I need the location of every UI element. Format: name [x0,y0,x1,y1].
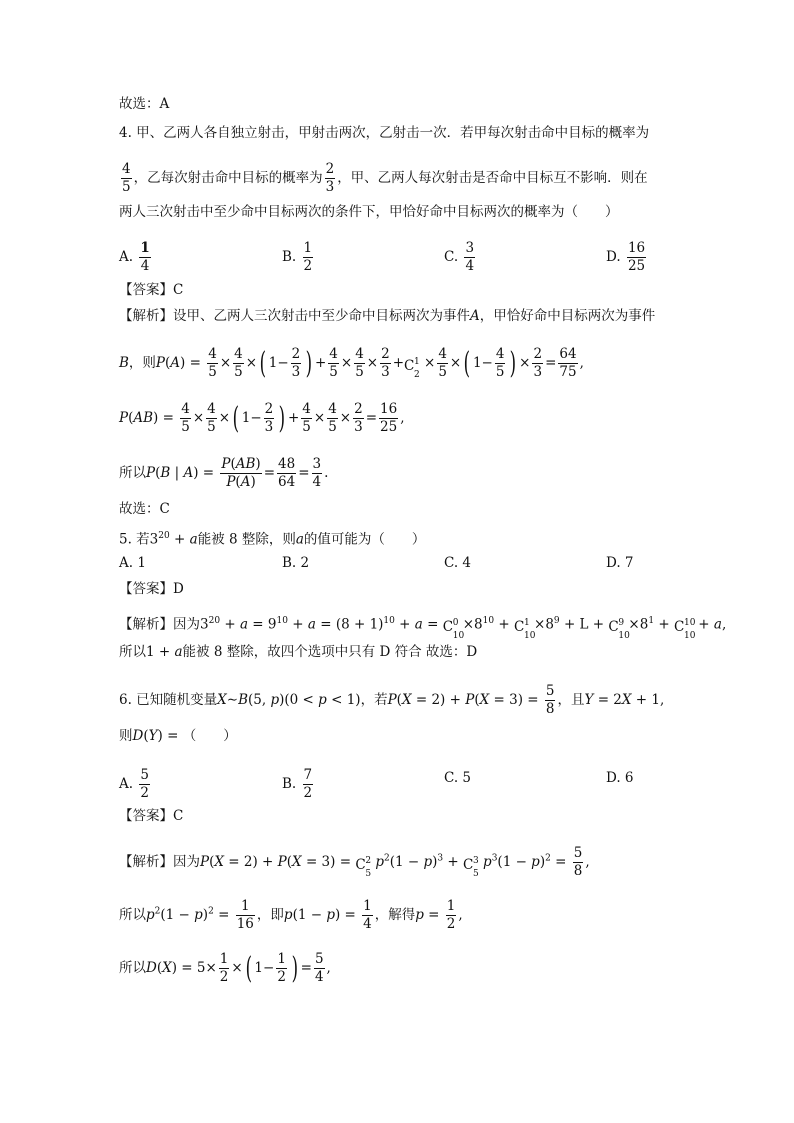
q4-option-b: B. $\frac{1}{2}$ [282,240,313,274]
fraction: $\frac{4}{5}$ [122,161,131,195]
fraction: $\frac{2}{3}$ [325,161,335,195]
fraction: $\frac{7}{2}$ [303,767,313,801]
q6-option-d: D. 6 [606,770,634,786]
q4-formula-conditional: 所以P(B | A) = $\frac{P(AB)}{P(A)}$ = $\frac{48}{64}$ = $\frac{3}{4}$ . [119,456,329,490]
q6-stem-line2: 则D(Y) = （ ） [119,728,237,744]
q4-stem-line2: $\frac{4}{5}$ ，乙每次射击命中目标的概率为 $\frac{2}{3}$ ，甲、乙两人每次射击是否命中目标互不影响．则在 [122,161,648,195]
q6-analysis-line1: 【解析】因为P(X = 2) + P(X = 3) = C 2 5 $p^2(1 - p)^3$ + C 3 5 $p^3(1 - p)^2$ = $\frac{5}{8}$ , [119,845,590,879]
q5-answer: 【答案】D [119,581,184,597]
q4-analysis-line1: 【解析】设甲、乙两人三次射击中至少命中目标两次为事件A，甲恰好命中目标两次为事件 [119,308,656,324]
q5-stem: 5. 若$3^{20} + a$能被 8 整除，则a的值可能为（ ） [119,531,426,548]
q4-option-c: C. $\frac{3}{4}$ [444,240,475,274]
q5-option-a: A. 1 [119,555,146,571]
q6-option-a: A. $\frac{5}{2}$ [119,767,149,801]
q6-answer: 【答案】C [119,808,184,824]
q4-stem-line1: 4. 甲、乙两人各自独立射击，甲射击两次，乙射击一次．若甲每次射击命中目标的概率为 [119,125,650,141]
q5-option-c: C. 4 [444,555,472,571]
q6-analysis-line2: 所以$p^2(1 - p)^2$ = $\frac{1}{16}$ ，即p(1 − p) = $\frac{1}{4}$ ，解得p = $\frac{1}{2}$ , [119,898,463,932]
q5-option-b: B. 2 [282,555,310,571]
q6-option-b: B. $\frac{7}{2}$ [282,767,313,801]
fraction: $\frac{3}{4}$ [465,240,475,274]
fraction: $\frac{5}{2}$ [140,767,149,801]
q3-choice: 故选：A [119,96,170,112]
q4-option-a: A. $\frac{1}{4}$ [119,240,150,274]
q4-formula-pa: B，则P(A) = $\frac{4}{5}$ × $\frac{4}{5}$ ×( 1− $\frac{2}{3}$ ) + $\frac{4}{5}$ × $\frac{4}{5}$ × $\frac{2}{3}$ + C 1 2 × $\frac{4}{5}$ ×( 1− $\frac{4}{5}$ ) × $\frac{2}{3}$ = $\frac{64}{75}$ , [119,345,584,381]
fraction: $\frac{16}{25}$ [627,240,646,274]
fraction: $\frac{1}{4}$ [140,240,150,274]
q4-choice: 故选：C [119,501,170,517]
q4-option-d: D. $\frac{16}{25}$ [606,240,646,274]
q5-analysis-line2: 所以1 + a能被 8 整除，故四个选项中只有 D 符合 故选：D [119,644,478,660]
q6-analysis-line3: 所以D(X) = 5× $\frac{1}{2}$ ×( 1− $\frac{1}{2}$ ) = $\frac{5}{4}$ , [119,950,331,986]
q4-answer: 【答案】C [119,282,184,298]
q5-option-d: D. 7 [606,555,634,571]
q6-option-c: C. 5 [444,770,472,786]
q5-analysis-line1: 【解析】因为$3^{20} + a = 9^{10} + a = (8 + 1)^{10} + a$ = C 0 10 $\times 8^{10}$ + C 1 10 $\times 8^9 + L$ + C 9 10 $\times 8^1$ + C 10 10 + a, [119,616,727,641]
fraction: $\frac{1}{2}$ [303,240,313,274]
q4-formula-pab: P(AB) = $\frac{4}{5}$ × $\frac{4}{5}$ ×( 1− $\frac{2}{3}$ ) + $\frac{4}{5}$ × $\frac{4}{5}$ × $\frac{2}{3}$ = $\frac{16}{25}$ , [119,400,405,436]
q4-stem-line3: 两人三次射击中至少命中目标两次的条件下，甲恰好命中目标两次的概率为（ ） [119,204,619,220]
q6-stem-line1: 6. 已知随机变量X∼B(5, p)(0 < p < 1)，若P(X = 2) + P(X = 3) = $\frac{5}{8}$ ，且Y = 2X + 1, [119,683,665,717]
